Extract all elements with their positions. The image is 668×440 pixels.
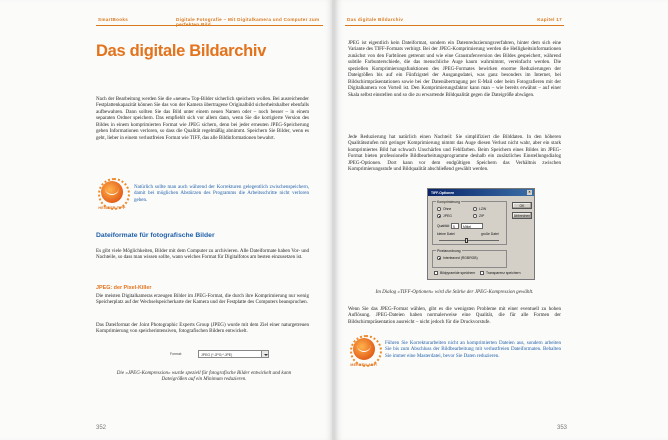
left-page: [0, 0, 333, 440]
section-paragraph: Es gibt viele Möglichkeiten, Bilder mit dem Computer zu archivieren. Alle Dateiformate haben Vor- und Nachteile, so dass man wissen sollte, wann welches Format für Digitalfotos am besten einzusetzen ist.: [96, 248, 309, 261]
pyramid-checkbox: [434, 271, 438, 275]
figure-caption-left: Die »JPEG-Kompression« wurde speziell für fotografische Bilder entwickelt und kann Dateigrößen auf ein Minimum reduzieren.: [116, 370, 292, 383]
format-label: Format:: [170, 352, 183, 356]
running-head-left: [96, 8, 323, 26]
quality-label: Qualität:: [437, 224, 450, 228]
chapter-title: Das digitale Bildarchiv: [96, 42, 267, 60]
running-head-right: [345, 8, 564, 26]
compression-group-label: Komprimierung: [437, 199, 460, 204]
tip-text: Natürlich sollte man auch während der Korrekturen gelegentlich zwischenspeichern, damit bei möglichen Abstürzen des Programms die Arbeitsschritte nicht verloren gehen.: [134, 184, 309, 203]
subsection-paragraph-1: Die meisten Digitalkameras erzeugen Bilder im JPEG-Format, die durch ihre Komprimierung nur wenig Speicherplatz auf der Wechselspeicherkarte der Kamera und der Festplatte des Computers beanspruchen.: [96, 293, 309, 306]
radio-interleaved: [437, 256, 441, 260]
small-file-label: kleine Datei: [437, 232, 455, 236]
chevron-down-icon: [261, 350, 269, 358]
quality-field: 5: [451, 223, 459, 229]
chapter-running-title: Das digitale Bildarchiv: [347, 17, 404, 22]
byte-order-group-label: Pixelanordnung: [437, 248, 461, 253]
right-paragraph-3: Wenn Sie das JPEG-Format wählen, gibt es die wenigsten Probleme mit einer eventuell zu hohen Auflösung. JPEG-Dateien haben normalerweise eine Qualität, die für alle Formen der Bildschirmpräsentation ausreicht – nicht jedoch für die Druckvorstufe.: [348, 306, 561, 325]
large-file-label: große Datei: [481, 232, 499, 236]
note-badge: [349, 338, 379, 368]
publisher-name: SmartBooks: [98, 17, 129, 22]
byte-order-group: [432, 250, 507, 268]
right-paragraph-1: JPEG ist eigentlich kein Dateiformat, sondern ein Datenreduzierungsverfahren, hinter dem sich eine Variante des TIFF-Formats verbirgt. Bei der JPEG-Komprimierung werden die Helligkeitsinformationen zunächst von den Farbtönen getrennt und wie eine Graustufenversion des Bildes gespeichert, während subtile Farbunterschiede, die das menschliche Auge kaum wahrnimmt, vereinfacht werden. Die speziellen Komprimierungsfunktionen des JPEG-Formates bewirken enorme Reduzierungen der Dateigrößen bis auf ein Fünfzigstel der Ausgangsdatei, was ganz besonders im Internet, bei Bildschirmpräsentationen sowie bei der Datenübertragung per E-Mail oder beim Fotografieren mit der Digitalkamera von Vorteil ist. Den Komprimierungsfaktor kann man – wie bereits erwähnt – auf einer Skala selbst einstellen und so die zu erwartende Bildqualität gegen die Dateigröße abwägen.: [348, 40, 561, 98]
section-heading: Dateiformate für fotografische Bilder: [96, 232, 215, 239]
chapter-number: Kapitel 17: [537, 17, 562, 22]
quality-preset: [461, 223, 483, 229]
tiff-options-dialog: [427, 188, 535, 280]
hot-tip-badge: [97, 181, 127, 211]
ok-button: OK: [512, 202, 532, 209]
transparency-checkbox: [480, 271, 484, 275]
close-icon: ×: [528, 190, 531, 194]
right-paragraph-2: Jede Reduzierung hat natürlich einen Nachteil: Sie simplifiziert die Bilddaten. In den höheren Qualitätsstufen mit geringer Komprimierung nimmt das Auge diesen Verlust nicht wahr, aber ein stark komprimiertes Bild hat schwach Unschärfen und Fehlfarben. Beim Speichern eines Bildes im JPEG-Format bieten professionelle Bildbearbeitungsprogramme deshalb ein zusätzliches Einstellungsdialog JPEG-Optionen. Dort kann vor dem endgültigen Speichern das Verhältnis zwischen Komprimierungsstufe und Bildqualität abschließend gewählt werden.: [348, 134, 561, 173]
subsection-heading: JPEG: der Pixel-Killer: [96, 285, 152, 291]
figure-caption-right: Im Dialog »TIFF-Optionen« wird die Stärke der JPEG-Kompression gewählt.: [375, 289, 534, 295]
compression-group: [432, 201, 507, 245]
format-dropdown-figure: [170, 350, 278, 359]
pyramid-label: Bildpyramide speichern: [440, 271, 476, 275]
dialog-titlebar: [428, 189, 534, 196]
option-jpeg-label: JPEG: [443, 214, 452, 218]
option-zip-label: ZIP: [479, 214, 485, 218]
cancel-button: Abbrechen: [513, 214, 531, 218]
quality-preset-value: Mittel: [463, 224, 472, 229]
radio-jpeg: [437, 214, 441, 218]
note-text: Führen Sie Korrekturarbeiten nicht an komprimierten Dateien aus, sondern arbeiten Sie bis zum Abschluss der Bildbearbeitung mit verlustfreien Dateiformaten. Behalten Sie immer eine Masterdatei, bevor Sie Daten reduzieren.: [385, 340, 561, 359]
page-number-left: 352: [96, 425, 107, 431]
hot-tip-label: HEISSER TIPP: [98, 206, 126, 210]
interleaved-label: Interleaved (RGBRGB): [443, 256, 478, 260]
page-number-right: 353: [557, 425, 568, 431]
dialog-title: TIFF-Optionen: [431, 190, 455, 195]
format-value: JPEG (*.JPG;*.JPE): [201, 352, 233, 357]
format-select: [198, 350, 262, 358]
note-label: MERKEN AUF!: [350, 363, 378, 367]
radio-none: [437, 207, 441, 211]
book-title: Digitale Fotografie – Mit Digitalkamera und Computer zum perfekten Bild: [176, 17, 320, 27]
subsection-paragraph-2: Das Dateiformat der Joint Photographic Experts Group (JPEG) wurde mit dem Ziel einer naturgetreuen Komprimierung von speicherintensiven, fotografischen Bildern entwickelt.: [96, 322, 309, 335]
intro-paragraph: Nach der Bearbeitung werden Sie die »neuen« Top-Bilder sicherlich speichern wollen. Bei ausreichender Festplattenkapazität können Sie das von der Kamera übertragene Originalbild sicherheitshalber ebenfalls aufbewahren. Dann sollten Sie das Bild unter einem neuen Namen oder – noch besser – in einem separaten Ordner speichern. Das empfiehlt sich vor allem dann, wenn Sie die korrigierte Version des Bildes in einem komprimierten Format wie JPEG sichern, denn bei jeder erneuten JPEG-Speicherung gehen Informationen verloren, so dass die Qualität regelmäßig abnimmt. Speichern Sie Bilder, wenn es geht, lieber in einem verlustfreien Format wie TIFF, das alle Bildinformationen bewahrt.: [96, 96, 309, 141]
quality-slider-track: [439, 240, 499, 241]
transparency-label: Transparenz speichern: [486, 271, 521, 275]
option-none-label: Ohne: [443, 207, 452, 211]
option-lzw-label: LZW: [479, 207, 487, 211]
radio-lzw: [473, 207, 477, 211]
quality-slider-thumb: [465, 238, 468, 243]
radio-zip: [473, 214, 477, 218]
